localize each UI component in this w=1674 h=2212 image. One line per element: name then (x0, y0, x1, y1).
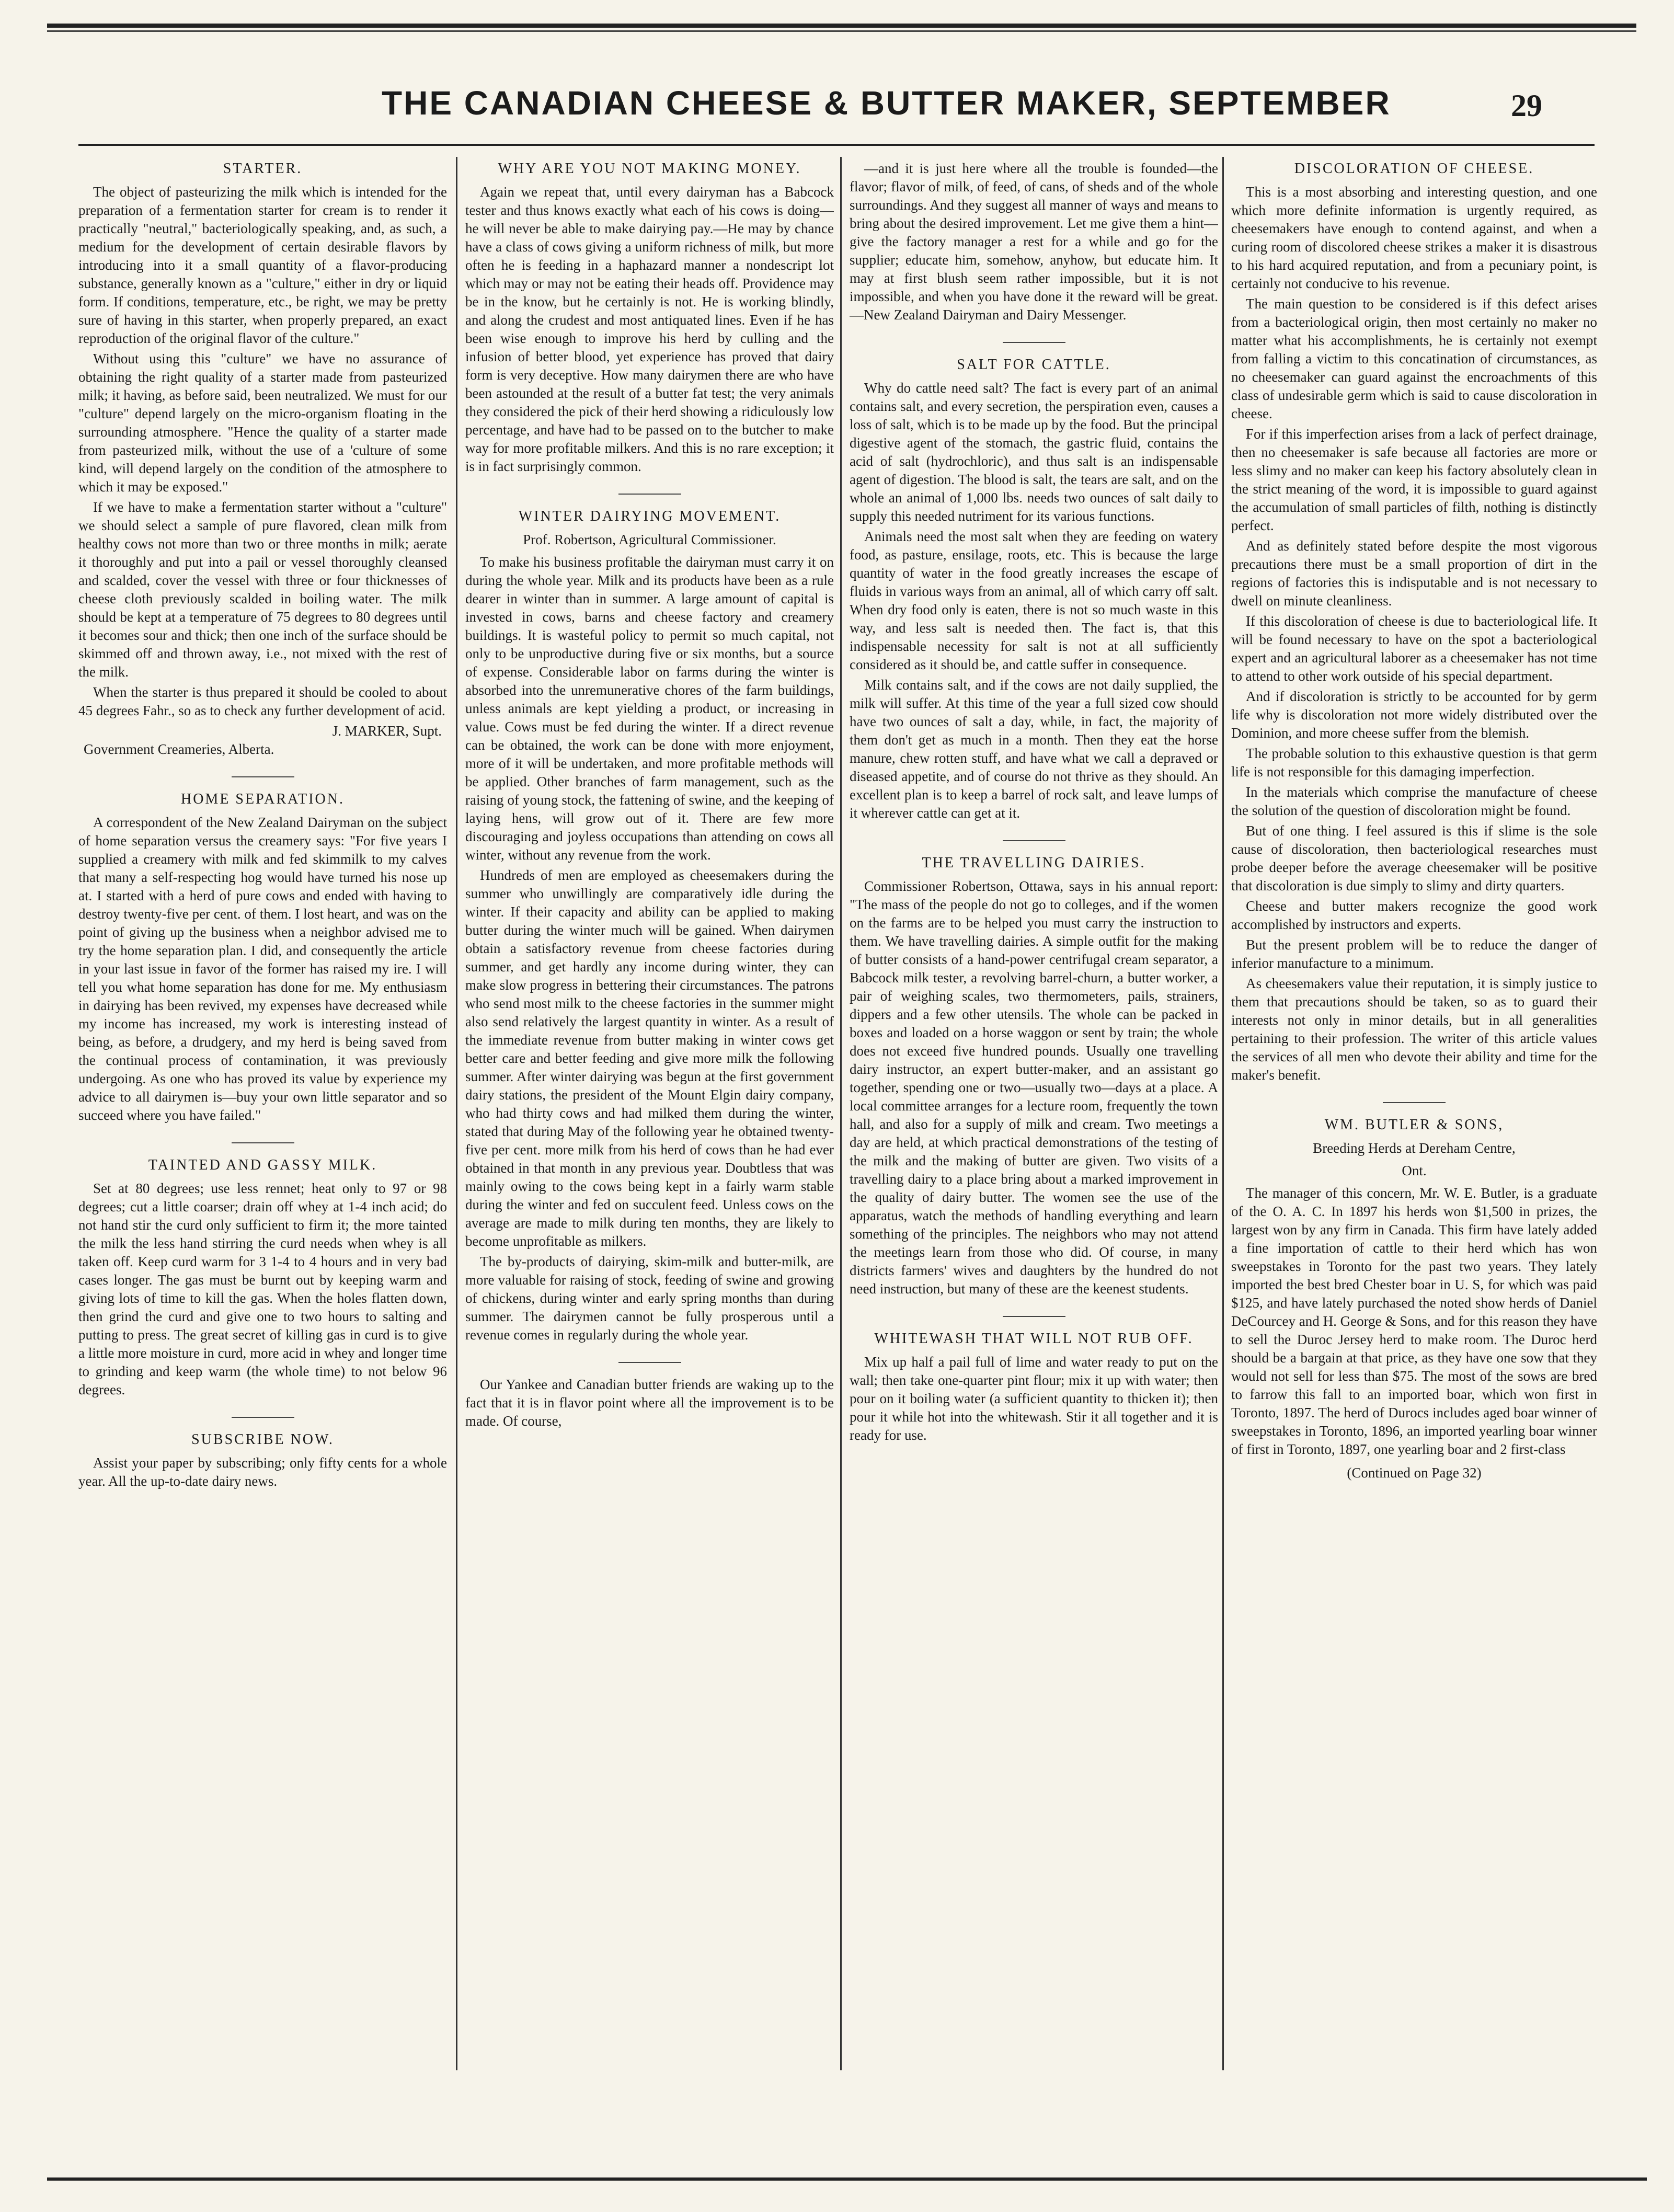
signature: J. MARKER, Supt. (332, 723, 442, 739)
article-title: HOME SEPARATION. (180, 791, 345, 807)
separator (618, 1362, 681, 1363)
paragraph: Mix up half a pail full of lime and water ready to put on the wall; then take one-quarter pint flour; mix it up with water; then pour on it boiling water (a sufficient quantity to thicken it); then pour it while hot into the whitewash. Stir it all together and it is ready for use. (850, 1354, 1218, 1443)
separator (232, 776, 294, 777)
separator (232, 1417, 294, 1418)
column-4 (1231, 159, 1597, 2068)
article-winter-dairying (465, 507, 834, 1344)
article-yankee-butter (465, 1376, 834, 1430)
article-starter (78, 159, 447, 759)
signature-affiliation: Government Creameries, Alberta. (84, 741, 274, 757)
page-header (99, 84, 1563, 141)
separator (1003, 342, 1065, 343)
separator (1003, 840, 1065, 841)
bottom-rule (47, 2177, 1647, 2181)
article-continued (850, 159, 1218, 324)
column-3 (850, 159, 1218, 2068)
top-rule (47, 24, 1636, 28)
article-title: WM. BUTLER & SONS, (1324, 1117, 1504, 1133)
column-divider (456, 157, 457, 2070)
column-1 (78, 159, 447, 2068)
paragraph: A correspondent of the New Zealand Dairyman on the subject of home separation versus the creamery says: "For five years I supplied a creamery with milk and fed skimmilk to my calves that many a self-respecting hog would have turned his nose up at. I started with a herd of pure cows and ended with having to destroy twenty-five per cent. of them. I lost heart, and was on the point of giving up the business when a neighbor advised me to try the home separation plan. I did, and consequently the article in your last issue in favor of the former has raised my ire. I will tell you what home separation has done for me. My enthusiasm in dairying has been revived, my expenses have decreased while my income has increased, my work is interesting instead of being, as before, a drudgery, and my herd is being saved from the continual process of contamination, it was previously undergoing. As one who has proved its value by experience my advice to all dairymen is—buy your own little separator and so succeed where you have failed." (78, 815, 447, 1123)
article-title: STARTER. (223, 161, 303, 177)
article-title: DISCOLORATION OF CHEESE. (1294, 161, 1534, 177)
paragraph: Again we repeat that, until every dairyman has a Babcock tester and thus knows exactly what each of his cows is doing—he will never be able to make dairying pay.—He may by chance have a class of cows giving a uniform richness of milk, but more often he is feeding in a haphazard manner a nondescript lot which may or may not be eating their heads off. Providence may be in the know, but he certainly is not. He is working blindly, and along the crudest and most antiquated lines. Even if he has been wise enough to improve his herd by culling and the infusion of better blood, yet experience has proved that dairy form is very deceptive. How many dairymen there are who have been astounded at the result of a butter fat test; the very animals they considered the pick of their herd showing a ridiculously low percentage, and have had to be passed on to the butcher to make way for more profitable milkers. And this is no rare exception; it is in fact surprisingly common. (465, 184, 834, 474)
paragraph: The manager of this concern, Mr. W. E. Butler, is a graduate of the O. A. C. In 1897 his herds won $1,500 in prizes, the largest won by any firm in Canada. This firm have lately added a fine importation of cattle to their herd which has won sweepstakes in Toronto for the past two years. They lately imported the best bred Chester boar in U. S, for which was paid $125, and have lately purchased the noted show herds of Daniel DeCourcey and H. George & Sons, and for this reason they have to sell the Duroc Jersey herd to make room. The Duroc herd should be a bargain at that price, as they have one sow that they would not sell for less than $75. The most of the sows are bred to farrow this fall to an imported boar, which won first in Toronto, 1897. The herd of Durocs includes aged boar winner of sweepstakes in Toronto, 1896, an imported yearling boar winner of first in Toronto, 1897, one yearling boar and 2 first-class (1231, 1185, 1597, 1457)
article-discoloration (1231, 159, 1597, 1084)
paragraph: Hundreds of men are employed as cheesemakers during the summer who unwillingly are comparatively idle during the winter. If their capacity and ability can be applied to making butter during the winter much will be gained. When dairymen obtain a satisfactory revenue from cheese factories during summer, and get hardly any income during winter, they can make slow progress in bettering their circumstances. The patrons who send most milk to the cheese factories in the summer might also send relatively the largest quantity in winter. As a result of the immediate revenue from butter making in winter cows get better care and better feeding and give more milk the following summer. After winter dairying was begun at the first government dairy stations, the president of the Mount Elgin dairy company, who had thirty cows and had milked them during the winter, stated that during May of the following year he obtained twenty-five per cent. more milk from his herd of cows than he had ever obtained in that month in any previous year. Doubtless that was mainly owing to the cows being kept in a fairly warm stable during the winter and fed on succulent feed. Unless cows on the average are made to milk during ten months, they are likely to become unprofitable as milkers. (465, 867, 834, 1249)
header-rule (78, 144, 1595, 146)
top-rule-thin (47, 30, 1636, 32)
article-home-separation (78, 790, 447, 1125)
article-butler-sons (1231, 1116, 1597, 1482)
paragraph: Set at 80 degrees; use less rennet; heat only to 97 or 98 degrees; cut a little coarser; drain off whey at 1-4 inch acid; do not hand stir the curd only sufficient to firm it; the more tainted the milk the less hand stirring the curd needs when whey is all taken off. Keep curd warm for 3 1-4 to 4 hours and in very bad cases longer. The gas must be burnt out by keeping warm and giving lots of time to kill the gas. When the holes flatten down, then grind the curd and give one to two hours to salting and putting to press. The great secret of killing gas in curd is to give a little more moisture in curd, more acid in whey and longer time to grinding and keep warm (the whole time) to not below 96 degrees. (78, 1181, 447, 1397)
paragraph: Commissioner Robertson, Ottawa, says in his annual report: "The mass of the people do not go to colleges, and if the women on the farms are to be helped you must carry the instruction to them. We have travelling dairies. A simple outfit for the making of butter consists of a hand-power centrifugal cream separator, a Babcock milk tester, a revolving barrel-churn, a butter worker, a pair of weighing scales, two thermometers, pails, strainers, dippers and a few other utensils. The whole can be packed in boxes and loaded on a horse waggon or sent by train; the whole does not exceed five hundred pounds. Usually one travelling dairy instructor, an expert butter-maker, and an assistant go together, spending one or two—usually two—days at a place. A local committee arranges for a lecture room, frequently the town hall, and also for a supply of milk and cream. Two meetings a day are held, at which practical demonstrations of the testing of the milk and the making of butter are given. Two visits of a travelling dairy to a place bring about a marked improvement in the quality of dairy butter. The women see the use of the apparatus, watch the methods of handling everything and learn something of the principles. The neighbors who may not attend the meetings learn from those who did. Of course, in many districts farmers' wives and daughters by the hundred do not need instruction, but many of these are the keenest students. (850, 878, 1218, 1297)
separator (232, 1142, 294, 1143)
article-subscribe (78, 1430, 447, 1491)
column-2 (465, 159, 834, 2068)
paragraph: To make his business profitable the dairyman must carry it on during the whole year. Milk and its products have been as a rule dearer in winter than in summer. A large amount of capital is invested in cows, barns and cheese factory and creamery buildings. It is wasteful policy to permit so much capital, not only to be unproductive during five or six months, but a source of expense. Considerable labor on farms during the winter is absorbed into the unremunerative chores of the farm buildings, unless animals are kept yielding a product, or increasing in value. Cows must be fed during the winter. If a direct revenue can be obtained, the work can be done with more enjoyment, more of it will be undertaken, and more profitable methods will be applied. Other branches of farm management, such as the raising of young stock, the fattening of swine, and the keeping of laying hens, will grow out of it. There are few more discouraging and joyless occupations than attending on cows all winter, without any revenue from the work. (465, 554, 834, 863)
paragraph: And as definitely stated before despite the most vigorous precautions there must be a small proportion of dirt in the regions of factories this is indisputable and is not necessary to dwell on minute cleanliness. (1231, 538, 1597, 609)
article-subtitle: Breeding Herds at Dereham Centre, (1313, 1140, 1516, 1156)
paragraph: Without using this "culture" we have no assurance of obtaining the right quality of a starter made from pasteurized milk; it having, as before said, been neutralized. We must for our "culture" depend largely on the micro-organism floating in the surrounding atmosphere. "Hence the quality of a starter made from pasteurized milk, without the use of a 'culture of some kind, will depend largely on the condition of the atmosphere to which it may be exposed." (78, 351, 447, 495)
article-salt-for-cattle (850, 356, 1218, 822)
article-making-money (465, 159, 834, 476)
paragraph: And if discoloration is strictly to be accounted for by germ life why is discoloration not more widely distributed over the Dominion, and more cheese suffer from the blemish. (1231, 689, 1597, 741)
article-title: WHITEWASH THAT WILL NOT RUB OFF. (874, 1331, 1194, 1347)
page-number: 29 (1511, 88, 1542, 123)
paragraph: But the present problem will be to reduce the danger of inferior manufacture to a minimum. (1231, 937, 1597, 971)
paragraph: But of one thing. I feel assured is this if slime is the sole cause of discoloration, then bacteriological researches must probe deeper before the average cheesemaker will be positive that discoloration is due simply to slimy and dirty quarters. (1231, 823, 1597, 893)
masthead: THE CANADIAN CHEESE & BUTTER MAKER, SEPTEMBER (382, 84, 1391, 122)
article-subtitle: Prof. Robertson, Agricultural Commissioner. (523, 532, 776, 547)
paragraph: If we have to make a fermentation starter without a "culture" we should select a sample of pure flavored, clean milk from healthy cows not more than two or three months in milk; aerate it thoroughly and put into a pail or vessel thoroughly cleansed and scalded, cover the vessel with three or four thicknesses of cheese cloth previously scalded in boiling water. The milk should be kept at a temperature of 75 degrees to 80 degrees until it becomes sour and thick; then one inch of the surface should be skimmed off and thrown away, i.e., not mixed with the rest of the milk. (78, 499, 447, 680)
separator (618, 494, 681, 495)
article-title: SALT FOR CATTLE. (957, 357, 1111, 373)
paragraph: If this discoloration of cheese is due to bacteriological life. It will be found necessary to have on the spot a bacteriological expert and an agricultural laborer as a cheesemaker has not time to attend to other work outside of his special department. (1231, 613, 1597, 684)
paragraph: This is a most absorbing and interesting question, and one which more definite information is urgently required, as cheesemakers have enough to contend against, and when a curing room of discolored cheese strikes a maker it is disastrous to his hard acquired reputation, and from a pecuniary point, is certainly not conducive to his revenue. (1231, 184, 1597, 291)
paragraph: Our Yankee and Canadian butter friends are waking up to the fact that it is in flavor point where all the improvement is to be made. Of course, (465, 1377, 834, 1429)
column-divider (1222, 157, 1224, 2070)
column-divider (840, 157, 842, 2070)
article-title: SUBSCRIBE NOW. (191, 1431, 334, 1448)
article-title: TAINTED AND GASSY MILK. (148, 1157, 377, 1173)
paragraph: In the materials which comprise the manufacture of cheese the solution of the question of discoloration might be found. (1231, 784, 1597, 818)
article-whitewash (850, 1330, 1218, 1445)
paragraph: The probable solution to this exhaustive question is that germ life is not responsible for this damaging imperfection. (1231, 746, 1597, 780)
paragraph: Assist your paper by subscribing; only fifty cents for a whole year. All the up-to-date dairy news. (78, 1455, 447, 1489)
article-tainted-milk (78, 1156, 447, 1399)
paragraph: Cheese and butter makers recognize the good work accomplished by instructors and experts. (1231, 898, 1597, 932)
article-travelling-dairies (850, 854, 1218, 1298)
paragraph: When the starter is thus prepared it should be cooled to about 45 degrees Fahr., so as to check any further development of acid. (78, 684, 447, 718)
paragraph: Why do cattle need salt? The fact is every part of an animal contains salt, and every secretion, the perspiration even, causes a loss of salt, which is to be made up by the food. But the principal digestive agent of the stomach, the gastric fluid, contains the acid of salt (hydrochloric), and thus salt is an indispensable agent of digestion. The blood is salt, the tears are salt, and on the whole an animal of 1,000 lbs. needs two ounces of salt daily to supply this needed nutriment for its various functions. (850, 380, 1218, 524)
paragraph: The object of pasteurizing the milk which is intended for the preparation of a fermentation starter for cream is to render it practically "neutral," bacteriologically speaking, and, as such, a medium for the development of certain desirable flavors by introducing into it a small quantity of a flavor-producing substance, generally known as a "culture," either in dry or liquid form. If conditions, temperature, etc., be right, we may be pretty sure of having in this starter, when properly prepared, an exact reproduction of the original flavor of the culture." (78, 184, 447, 346)
article-title: WINTER DAIRYING MOVEMENT. (518, 508, 781, 524)
continued-note: (Continued on Page 32) (1347, 1465, 1482, 1481)
paragraph: For if this imperfection arises from a lack of perfect drainage, then no cheesemaker is safe because all factories are more or less slimy and no maker can keep his factory absolutely clean in the strict meaning of the word, it is impossible to guard against the accumulation of small particles of filth, nothing is distinctly perfect. (1231, 426, 1597, 533)
article-title: THE TRAVELLING DAIRIES. (922, 855, 1146, 871)
paragraph: Milk contains salt, and if the cows are not daily supplied, the milk will suffer. At this time of the year a full sized cow should have two ounces of salt a day, while, in fact, the majority of them don't get as much in a month. Then they eat the horse manure, chew rotten stuff, and have what we call a depraved or diseased appetite, and of course do not thrive as they should. An excellent plan is to keep a barrel of rock salt, and leave lumps of it wherever cattle can get at it. (850, 677, 1218, 821)
article-subtitle: Ont. (1402, 1163, 1427, 1178)
separator (1003, 1316, 1065, 1317)
article-title: WHY ARE YOU NOT MAKING MONEY. (498, 161, 801, 177)
paragraph: As cheesemakers value their reputation, it is simply justice to them that precautions should be taken, so as to guard their interests not only in minor details, but in all generalities pertaining to their profession. The writer of this article values the services of all men who devote their ability and time for the maker's benefit. (1231, 976, 1597, 1083)
separator (1383, 1102, 1446, 1103)
paragraph: Animals need the most salt when they are feeding on watery food, as pasture, ensilage, roots, etc. This is because the large quantity of water in the food greatly increases the escape of fluids in various ways from an animal, all of which carry off salt. When dry food only is eaten, there is not so much waste in this way, and less salt is needed then. The fact is, that this indispensable necessity for salt is not at all sufficiently considered as it should be, and cattle suffer in consequence. (850, 529, 1218, 672)
paragraph: The by-products of dairying, skim-milk and butter-milk, are more valuable for raising of stock, feeding of swine and growing of chickens, during winter and early spring months than during summer. The dairymen cannot be fully prosperous until a revenue comes in regularly during the whole year. (465, 1254, 834, 1343)
paragraph: —and it is just here where all the trouble is founded—the flavor; flavor of milk, of feed, of cans, of sheds and of the whole surroundings. And they suggest all manner of ways and means to bring about the desired improvement. Let me give them a hint—give the factory manager a rest for a while and go for the supplier; educate him, somehow, anyhow, but educate him. It may at first blush seem rather impossible, but it is not impossible, and when you have done it the reward will be great.—New Zealand Dairyman and Dairy Messenger. (850, 161, 1218, 323)
paragraph: The main question to be considered is if this defect arises from a bacteriological origin, then most certainly no maker no matter what his accomplishments, he is certainly not exempt from falling a victim to this concatination of circumstances, as no cheesemaker can guard against the encroachments of this class of undesirable germ which is said to cause discoloration in cheese. (1231, 296, 1597, 421)
